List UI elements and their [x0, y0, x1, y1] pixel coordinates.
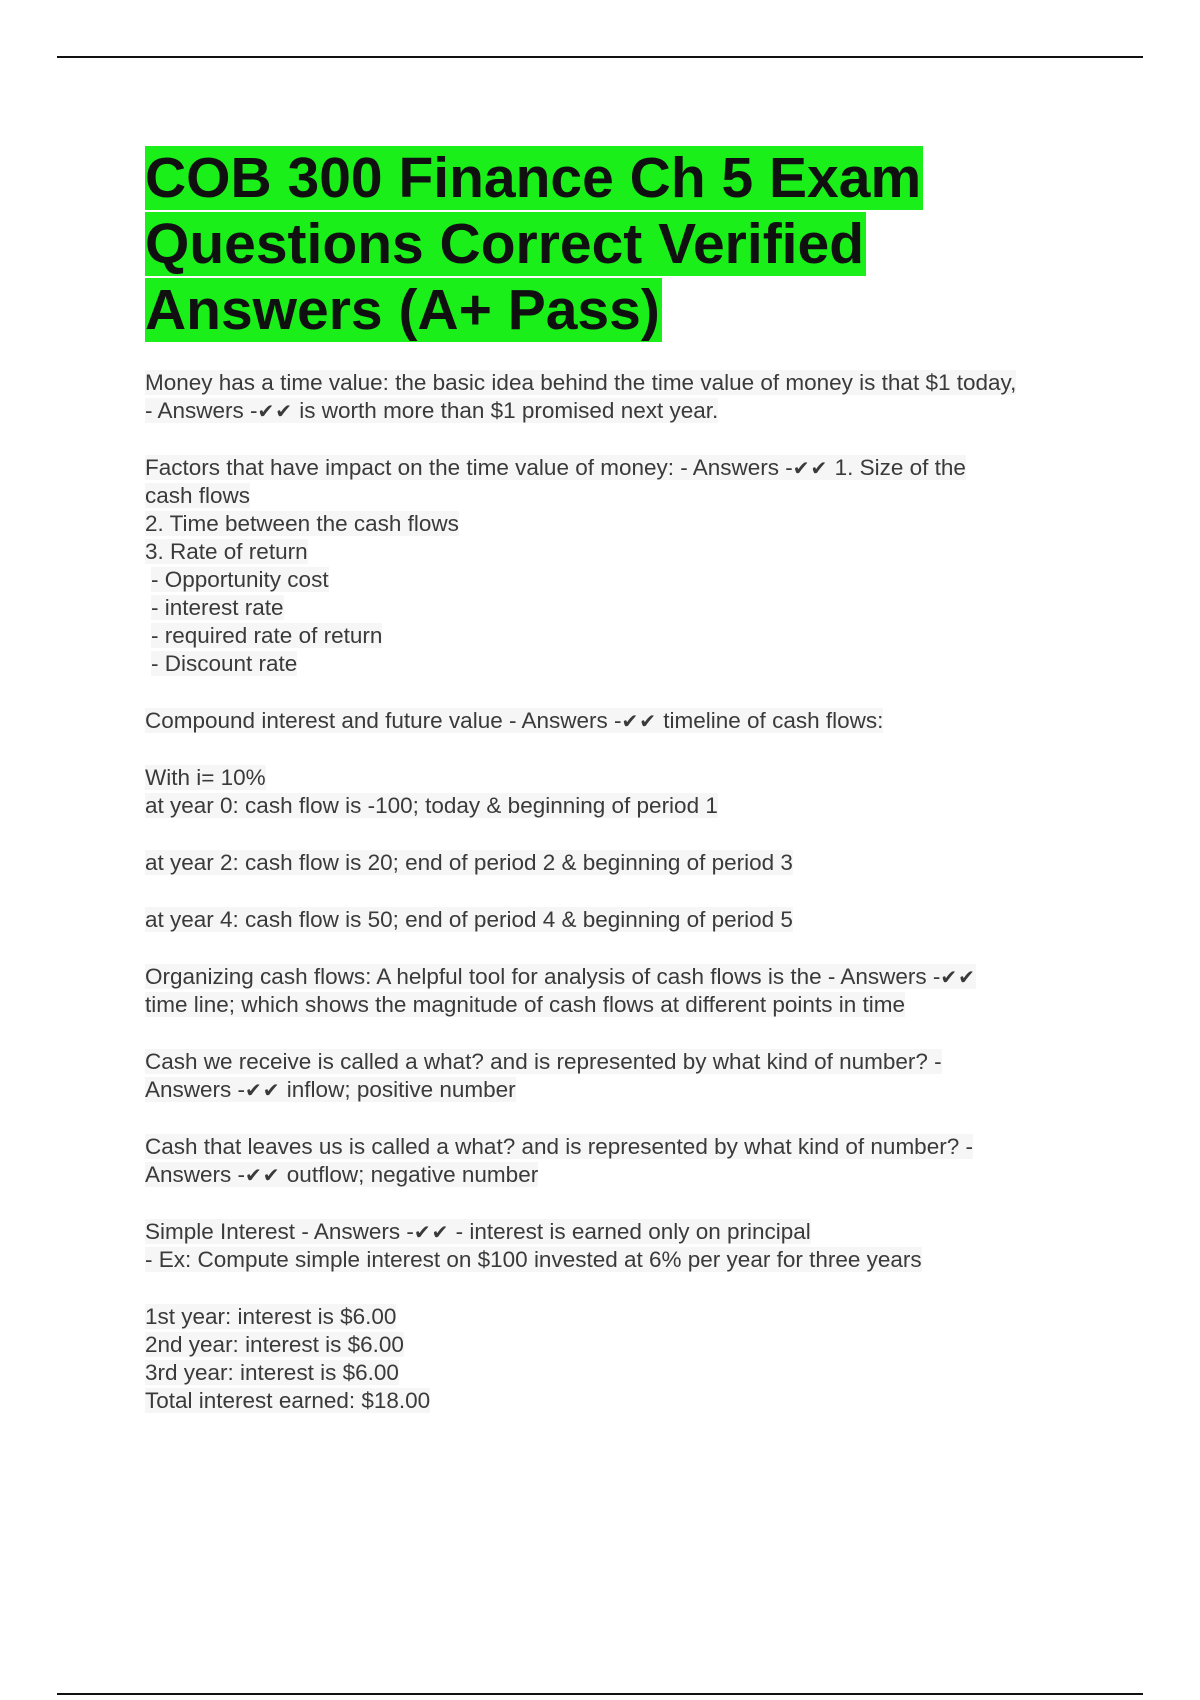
text-line	[145, 650, 1105, 678]
qa-block	[145, 1303, 1105, 1415]
line-text-start: time line; which shows the magnitude of cash flows at different points in time	[145, 992, 905, 1017]
line-text	[145, 398, 718, 423]
line-text-start: 1st year: interest is $6.00	[145, 1304, 397, 1329]
line-text-end: inflow; positive number	[280, 1077, 516, 1102]
line-text	[145, 539, 308, 564]
qa-block	[145, 906, 1105, 934]
line-text	[145, 483, 250, 508]
line-text	[145, 1360, 399, 1385]
header-rule	[57, 56, 1143, 58]
line-text-start: at year 2: cash flow is 20; end of period 2 & beginning of period 3	[145, 850, 793, 875]
text-line	[145, 764, 1105, 792]
line-text-start: - Opportunity cost	[151, 567, 329, 592]
footer-rule	[57, 1693, 1143, 1695]
line-text	[145, 1049, 942, 1074]
qa-block	[145, 369, 1105, 425]
text-line	[145, 482, 1105, 510]
text-line	[145, 1218, 1105, 1246]
line-text	[151, 567, 329, 592]
line-text	[145, 1162, 538, 1187]
title-line: COB 300 Finance Ch 5 Exam	[145, 146, 922, 210]
double-check-icon: ✔✔	[621, 709, 658, 733]
text-line	[145, 906, 1105, 934]
line-text	[145, 511, 459, 536]
text-line	[145, 397, 1105, 425]
line-text-end: is worth more than $1 promised next year.	[293, 398, 719, 423]
line-text-start: With i= 10%	[145, 765, 266, 790]
qa-block	[145, 454, 1105, 678]
double-check-icon: ✔✔	[245, 1163, 281, 1187]
line-text	[145, 992, 905, 1017]
line-text	[151, 623, 382, 648]
title-line: Questions Correct Verified	[145, 212, 865, 276]
qa-block	[145, 1048, 1105, 1104]
line-text-start: 3. Rate of return	[145, 539, 308, 564]
qa-block	[145, 963, 1105, 1019]
line-text-start: 2nd year: interest is $6.00	[145, 1332, 404, 1357]
line-text-start: at year 4: cash flow is 50; end of period 4 & beginning of period 5	[145, 907, 793, 932]
text-line	[145, 1161, 1105, 1189]
double-check-icon: ✔✔	[792, 456, 829, 480]
line-text-start: Factors that have impact on the time value of money: - Answers -	[145, 455, 793, 480]
qa-block	[145, 849, 1105, 877]
line-text-start: cash flows	[145, 483, 251, 508]
double-check-icon: ✔✔	[245, 1078, 281, 1102]
line-text-end: timeline of cash flows:	[657, 708, 884, 733]
line-text	[145, 1219, 811, 1244]
line-text	[145, 793, 718, 818]
double-check-icon: ✔✔	[940, 965, 976, 989]
text-line	[145, 792, 1105, 820]
text-line	[145, 849, 1105, 877]
document-title	[145, 145, 1105, 343]
line-text-start: Organizing cash flows: A helpful tool for analysis of cash flows is the - Answers -	[145, 964, 941, 989]
qa-block	[145, 1133, 1105, 1189]
text-line	[145, 510, 1105, 538]
line-text	[145, 1077, 516, 1102]
line-text-start: Cash we receive is called a what? and is represented by what kind of number? -	[145, 1049, 942, 1074]
line-text	[145, 370, 1016, 395]
double-check-icon: ✔✔	[257, 399, 294, 423]
line-text-start: Answers -	[145, 1077, 246, 1102]
line-text-start: - required rate of return	[151, 623, 383, 648]
line-text-start: 3rd year: interest is $6.00	[145, 1360, 399, 1385]
line-text-start: Compound interest and future value - Answers -	[145, 708, 622, 733]
double-check-icon: ✔✔	[413, 1220, 450, 1244]
text-line	[145, 1303, 1105, 1331]
text-line	[145, 1246, 1105, 1274]
document-body	[145, 145, 1105, 1444]
text-line	[145, 963, 1105, 991]
qa-block	[145, 1218, 1105, 1274]
line-text-start: - Ex: Compute simple interest on $100 invested at 6% per year for three years	[145, 1247, 922, 1272]
line-text-start: Total interest earned: $18.00	[145, 1388, 431, 1413]
text-line	[145, 1331, 1105, 1359]
line-text	[145, 1247, 922, 1272]
text-line	[145, 1048, 1105, 1076]
title-line: Answers (A+ Pass)	[145, 278, 660, 342]
line-text	[145, 1388, 430, 1413]
text-line	[145, 1076, 1105, 1104]
line-text-start: at year 0: cash flow is -100; today & beginning of period 1	[145, 793, 718, 818]
text-line	[145, 369, 1105, 397]
line-text-start: 2. Time between the cash flows	[145, 511, 459, 536]
line-text-start: Cash that leaves us is called a what? and is represented by what kind of number? -	[145, 1134, 973, 1159]
qa-block	[145, 707, 1105, 735]
line-text-start: - Answers -	[145, 398, 258, 423]
text-line	[145, 707, 1105, 735]
line-text	[145, 1332, 404, 1357]
line-text	[145, 708, 883, 733]
line-text	[145, 765, 266, 790]
text-line	[145, 454, 1105, 482]
text-line	[145, 1387, 1105, 1415]
line-text	[145, 964, 976, 989]
line-text-start: Simple Interest - Answers -	[145, 1219, 414, 1244]
qa-block	[145, 764, 1105, 820]
line-text	[151, 651, 297, 676]
text-line	[145, 538, 1105, 566]
text-line	[145, 1133, 1105, 1161]
line-text	[145, 850, 793, 875]
text-line	[145, 1359, 1105, 1387]
line-text-start: - Discount rate	[151, 651, 298, 676]
line-text-start: Money has a time value: the basic idea behind the time value of money is that $1 today,	[145, 370, 1017, 395]
text-line	[145, 622, 1105, 650]
line-text	[145, 907, 793, 932]
line-text	[145, 1304, 396, 1329]
line-text-end: 1. Size of the	[828, 455, 966, 480]
line-text-end: - interest is earned only on principal	[449, 1219, 811, 1244]
line-text	[151, 595, 284, 620]
line-text-start: - interest rate	[151, 595, 284, 620]
text-line	[145, 991, 1105, 1019]
question-answer-list	[145, 369, 1105, 1415]
text-line	[145, 566, 1105, 594]
line-text-end: outflow; negative number	[280, 1162, 539, 1187]
line-text	[145, 1134, 973, 1159]
text-line	[145, 594, 1105, 622]
line-text-start: Answers -	[145, 1162, 246, 1187]
line-text	[145, 455, 966, 480]
